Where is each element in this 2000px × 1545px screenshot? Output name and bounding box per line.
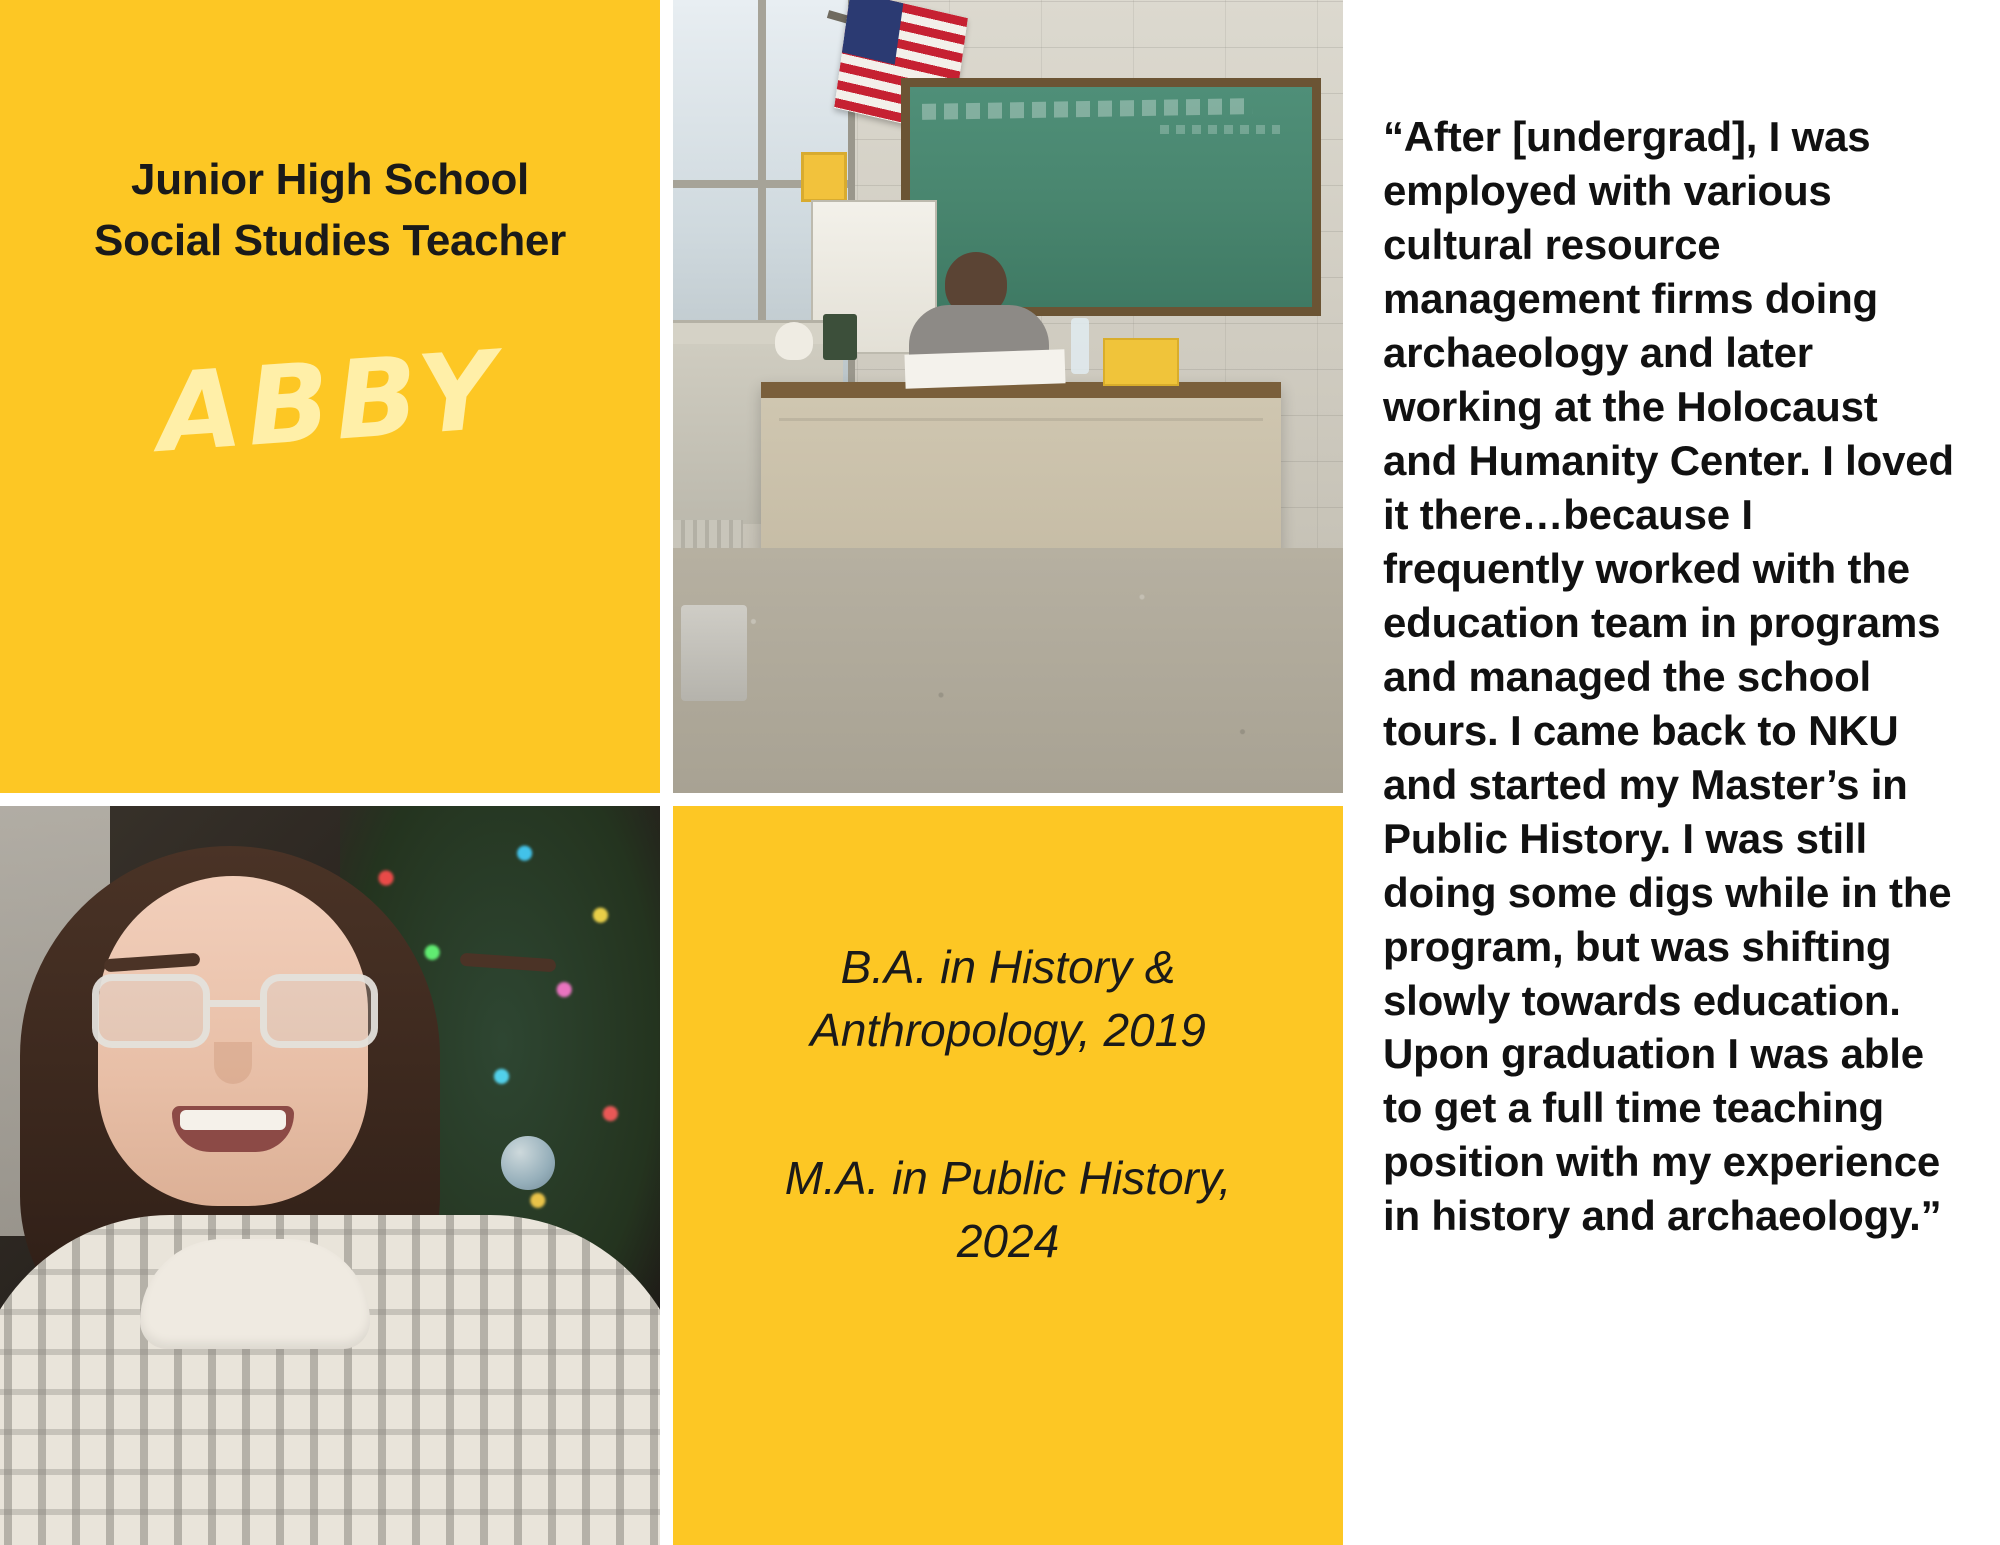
classroom-floor — [673, 548, 1343, 793]
sweater-collar — [140, 1239, 370, 1349]
portrait-photo — [0, 806, 660, 1545]
person-name: ABBY — [153, 328, 507, 478]
job-title — [40, 150, 620, 271]
title-cell — [0, 0, 660, 793]
degree-masters: M.A. in Public History, 2024 — [784, 1151, 1232, 1268]
wall-picture — [801, 152, 847, 202]
degree-bachelors: B.A. in History & Anthropology, 2019 — [810, 941, 1206, 1057]
job-title-line-1: Junior High School — [131, 155, 529, 204]
glasses-lens-right — [260, 974, 378, 1048]
desk-paper — [904, 349, 1065, 389]
classroom-photo — [673, 0, 1343, 793]
glasses-lens-left — [92, 974, 210, 1048]
glasses-bridge — [210, 1000, 260, 1007]
counter-top — [673, 320, 843, 347]
ornament — [501, 1136, 555, 1190]
glasses-icon — [92, 974, 378, 1048]
quote-text: “After [undergrad], I was employed with various cultural resource management firms doing archaeology and later working at the Holocaust and Humanity Center. I loved it there…because I frequently worked with the education team in programs and managed the school tours. I came back to NKU and started my Master’s in Public History. I was still doing some digs while in the program, but was shifting slowly towards education. Upon graduation I was able to get a full time teaching position with my experience in history and archaeology.” — [1383, 113, 1954, 1240]
pencil-cup — [823, 314, 857, 360]
trash-can — [681, 605, 747, 701]
chalkboard-writing — [922, 98, 1252, 120]
nose — [214, 1042, 252, 1084]
chalkboard-attribution — [1160, 125, 1280, 134]
job-title-line-2: Social Studies Teacher — [94, 215, 566, 265]
skull-decoration — [775, 322, 813, 360]
tissue-box — [1103, 338, 1179, 386]
water-bottle — [1071, 318, 1089, 374]
classroom-illustration — [673, 0, 1343, 793]
teeth — [180, 1110, 286, 1130]
quote-column — [1343, 0, 2000, 1545]
degrees-cell — [673, 806, 1343, 1545]
mouth — [172, 1106, 294, 1152]
